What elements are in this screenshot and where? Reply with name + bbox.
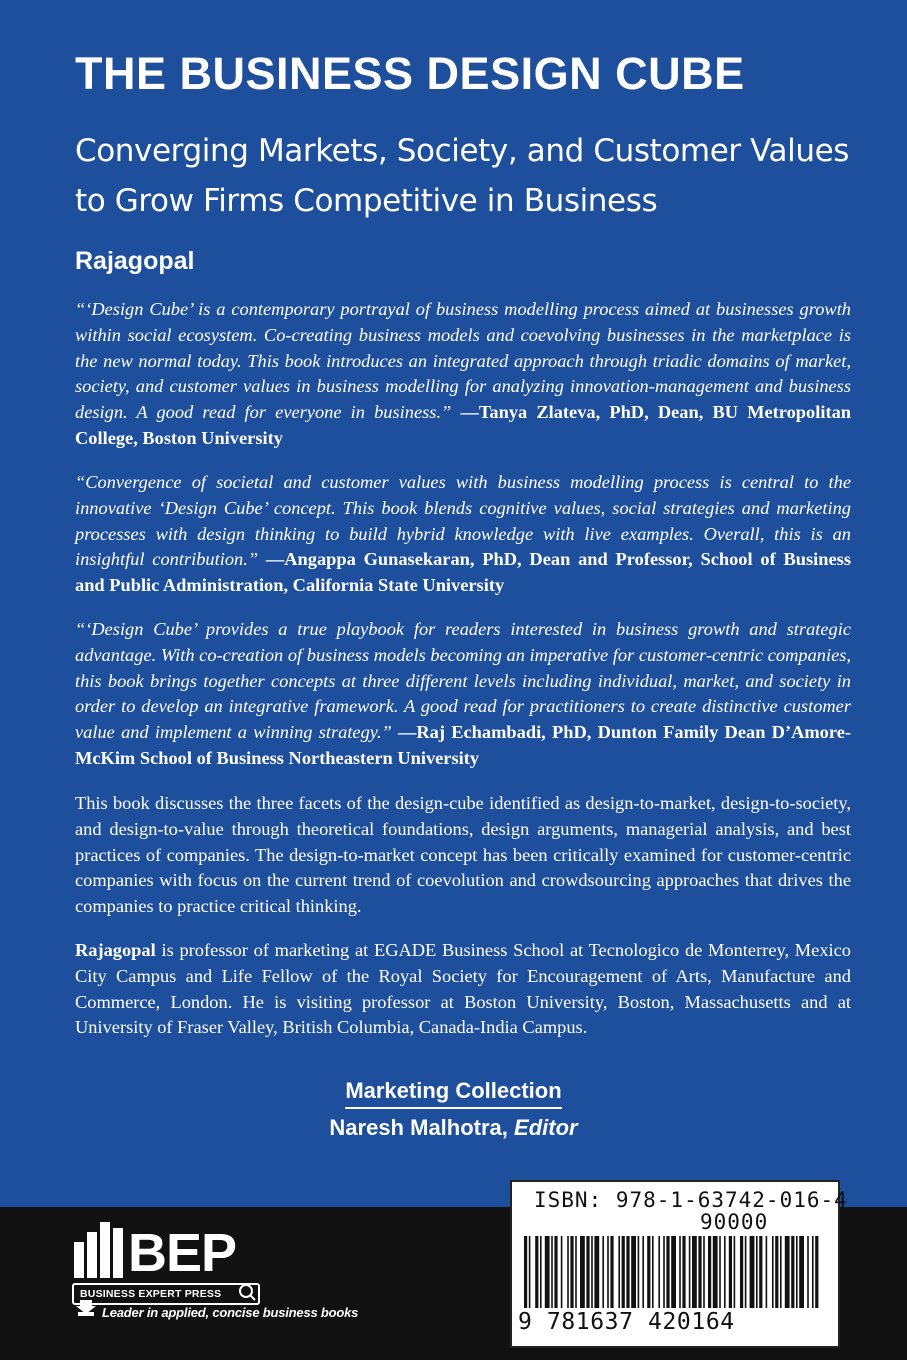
barcode-bar <box>554 1236 557 1308</box>
barcode-bar <box>540 1236 542 1308</box>
publisher-name: BUSINESS EXPERT PRESS <box>72 1283 260 1305</box>
barcode-bar <box>682 1236 685 1308</box>
endorsement-quote <box>75 470 851 599</box>
barcode-digits: 9 781637 420164 <box>518 1309 735 1335</box>
barcode-bar <box>638 1236 640 1308</box>
barcode-bar <box>719 1236 721 1308</box>
author-bio-text: is professor of marketing at EGADE Business School at Tecnologico de Monterrey, Mexico City Campus and Life Fellow of the Royal Society for Encouragement of Arts, Manufacture and Commerce, London. He is visiting professor at Boston University, Boston, Massachusetts and at University of Fraser Valley, British Columbia, Canada-India Campus. <box>75 940 851 1038</box>
quote-attribution: —Raj Echambadi, PhD, Dunton Family Dean D’Amore-McKim School of Business Northeastern University <box>75 722 851 768</box>
barcode-bar <box>524 1236 527 1308</box>
barcode-bar <box>679 1236 681 1308</box>
barcode-bar <box>791 1236 794 1308</box>
barcode-bar <box>602 1236 604 1308</box>
barcode-bar <box>708 1236 711 1308</box>
barcode-bar <box>570 1236 573 1308</box>
barcode-bar <box>812 1236 814 1308</box>
price-code: 90000 <box>700 1210 769 1234</box>
barcode-bar <box>785 1236 790 1308</box>
barcode-bar <box>724 1236 726 1308</box>
book-title: THE BUSINESS DESIGN CUBE <box>75 48 745 99</box>
barcode-bar <box>626 1236 629 1308</box>
barcode-bar <box>586 1236 589 1308</box>
barcode-bar <box>545 1236 550 1308</box>
barcode-bar <box>591 1236 593 1308</box>
barcode-bar <box>772 1236 774 1308</box>
quote-text: “‘Design Cube’ is a contemporary portrayal of business modelling process aimed at businesses growth within social ecosystem. Co-creating business models and coevolving businesses in the marketplace is the new normal today. This book introduces an integrated approach through triadic domains of market, society, and customer values in business modelling for analyzing innovation-management and business design. A good read for everyone in business.” <box>75 299 851 423</box>
barcode-bar <box>535 1236 538 1308</box>
quote-text: “‘Design Cube’ provides a true playbook for readers interested in business growth and strategic advantage. With co-creation of business models becoming an imperative for customer-centric companies, this book brings together concepts at three different levels including individual, market, and society in order to develop an integrative framework. A good read for practitioners to create distinctive customer value and implement a winning strategy.” <box>75 619 851 743</box>
book-description: This book discusses the three facets of the design-cube identified as design-to-market, design-to-society, and design-to-value through theoretical foundations, design arguments, managerial analysis, and best practices of companies. The design-to-market concept has been critically examined for customer-centric companies with focus on the current trend of coevolution and crowdsourcing approaches that drives the companies to practice critical thinking. <box>75 793 851 917</box>
barcode-bar <box>729 1236 732 1308</box>
barcode-bar <box>692 1236 697 1308</box>
barcode-bar <box>618 1236 620 1308</box>
barcode-bar <box>796 1236 798 1308</box>
barcode-bar <box>610 1236 613 1308</box>
barcode-icon <box>520 1236 830 1308</box>
barcode-bar <box>607 1236 609 1308</box>
barcode-bar <box>698 1236 701 1308</box>
quote-attribution: —Angappa Gunasekaran, PhD, Dean and Professor, School of Business and Public Administration, California State University <box>75 549 851 596</box>
publisher-logo-text: BEP <box>128 1223 237 1283</box>
barcode-bar <box>759 1236 762 1308</box>
quote-text: “Convergence of societal and customer values with business modelling process is central to the innovative ‘Design Cube’ concept. This book blends cognitive values, social strategies and marketing processes with design thinking to build hybrid knowledge with live examples. Overall, this is an insightful contribution.” <box>75 472 851 570</box>
barcode-bar <box>567 1236 569 1308</box>
barcode-bar <box>734 1236 736 1308</box>
quote-attribution: —Tanya Zlateva, PhD, Dean, BU Metropolitan College, Boston University <box>75 402 851 448</box>
barcode-bar <box>642 1236 644 1308</box>
barcode-bar <box>750 1236 755 1308</box>
barcode-bar <box>663 1236 665 1308</box>
barcode-bar <box>666 1236 669 1308</box>
editor-line <box>0 1115 907 1141</box>
book-subtitle: Converging Markets, Society, and Customer Values to Grow Firms Competitive in Business <box>75 133 850 219</box>
barcode-bar <box>807 1236 809 1308</box>
barcode-bar <box>575 1236 577 1308</box>
author-bio-name: Rajagopal <box>75 940 156 960</box>
barcode-bar <box>740 1236 743 1308</box>
endorsement-quote <box>75 617 851 772</box>
barcode-bar <box>529 1236 531 1308</box>
barcode-bar <box>551 1236 553 1308</box>
author-name: Rajagopal <box>75 247 195 275</box>
barcode-bar <box>580 1236 585 1308</box>
barcode-bar <box>745 1236 747 1308</box>
editor-role: Editor <box>514 1115 578 1140</box>
collection-title: Marketing Collection <box>345 1078 561 1109</box>
barcode-bar <box>815 1236 818 1308</box>
barcode-bar <box>647 1236 650 1308</box>
barcode-bar <box>671 1236 676 1308</box>
barcode-bar <box>775 1236 778 1308</box>
barcode-bar <box>713 1236 718 1308</box>
barcode-bar <box>594 1236 599 1308</box>
endorsement-quote <box>75 297 851 452</box>
editor-name: Naresh Malhotra, <box>329 1115 508 1140</box>
barcode-bar <box>689 1236 691 1308</box>
barcode-bar <box>652 1236 654 1308</box>
barcode-bar <box>622 1236 625 1308</box>
barcode-bar <box>799 1236 804 1308</box>
barcode-bar <box>703 1236 705 1308</box>
publisher-tagline: Leader in applied, concise business books <box>102 1305 359 1320</box>
barcode-bar <box>756 1236 758 1308</box>
author-bio <box>75 938 851 1041</box>
series-info <box>0 1078 907 1141</box>
barcode-bar <box>631 1236 636 1308</box>
isbn-label: ISBN: 978-1-63742-016-4 <box>534 1188 848 1212</box>
barcode-bar <box>766 1236 768 1308</box>
barcode-bar <box>561 1236 563 1308</box>
barcode-bar <box>780 1236 782 1308</box>
barcode-bar <box>658 1236 660 1308</box>
